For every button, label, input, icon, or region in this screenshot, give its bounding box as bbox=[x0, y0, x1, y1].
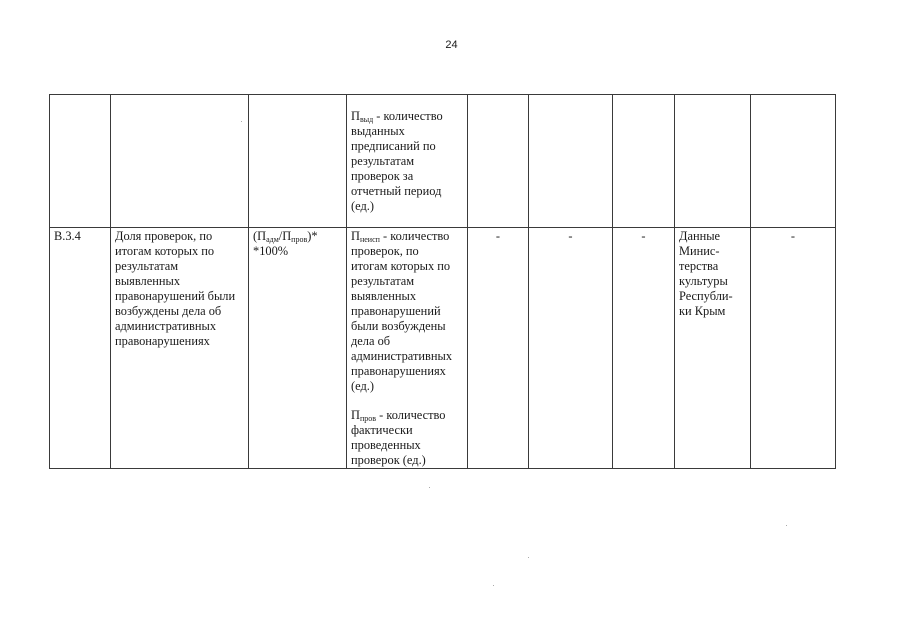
description-line: дела об bbox=[351, 334, 391, 348]
cell-value-1 bbox=[468, 95, 529, 228]
source-line: культуры bbox=[679, 274, 728, 288]
name-line: возбуждены дела об bbox=[115, 304, 222, 318]
description-line: отчетный период bbox=[351, 184, 442, 198]
description-line: были возбуждены bbox=[351, 319, 446, 333]
description-line: правонарушений bbox=[351, 304, 441, 318]
scan-speck bbox=[241, 121, 242, 122]
scan-speck bbox=[429, 487, 430, 488]
cell-name bbox=[111, 228, 249, 469]
cell-source bbox=[675, 95, 751, 228]
source-line: Республи- bbox=[679, 289, 733, 303]
cell-formula bbox=[249, 95, 347, 228]
table-row bbox=[50, 228, 836, 469]
table-row bbox=[50, 95, 836, 228]
description-line: правонарушениях bbox=[351, 364, 446, 378]
cell-value-4 bbox=[751, 95, 836, 228]
description-line: результатам bbox=[351, 154, 415, 168]
cell-value-3 bbox=[613, 95, 675, 228]
description-line: выявленных bbox=[351, 289, 417, 303]
description-line: предписаний по bbox=[351, 139, 436, 153]
scan-speck bbox=[786, 525, 787, 526]
cell-value-3: - bbox=[613, 228, 675, 469]
source-line: терства bbox=[679, 259, 719, 273]
cell-source bbox=[675, 228, 751, 469]
description-line: $П_{выд}$ - количество bbox=[351, 109, 443, 124]
description-line: проверок (ед.) bbox=[351, 453, 426, 467]
name-line: правонарушений были bbox=[115, 289, 236, 303]
description-line: (ед.) bbox=[351, 379, 374, 393]
cell-description bbox=[347, 228, 468, 469]
description-line: проверок, по bbox=[351, 244, 419, 258]
cell-value-2 bbox=[529, 95, 613, 228]
description-line: выданных bbox=[351, 124, 405, 138]
cell-description bbox=[347, 95, 468, 228]
name-line: Доля проверок, по bbox=[115, 229, 213, 243]
description-line: результатам bbox=[351, 274, 415, 288]
source-line: ки Крым bbox=[679, 304, 726, 318]
description-line: (ед.) bbox=[351, 199, 374, 213]
description-line: фактически bbox=[351, 423, 413, 437]
formula-line: *100% bbox=[253, 244, 289, 258]
cell-code bbox=[50, 95, 111, 228]
paragraph-gap bbox=[351, 394, 463, 408]
name-line: итогам которых по bbox=[115, 244, 215, 258]
name-line: результатам bbox=[115, 259, 179, 273]
cell-formula bbox=[249, 228, 347, 469]
description-line: $П_{неисп}$ - количество bbox=[351, 229, 450, 244]
scan-speck bbox=[528, 557, 529, 558]
name-line: правонарушениях bbox=[115, 334, 210, 348]
description-line: $П_{пров}$ - количество bbox=[351, 408, 446, 423]
description-line: проверок за bbox=[351, 169, 414, 183]
source-line: Минис- bbox=[679, 244, 720, 258]
cell-value-1: - bbox=[468, 228, 529, 469]
cell-value-4: - bbox=[751, 228, 836, 469]
source-line: Данные bbox=[679, 229, 721, 243]
cell-value-2: - bbox=[529, 228, 613, 469]
page-number: 24 bbox=[445, 39, 458, 51]
cell-code: В.3.4 bbox=[50, 228, 111, 469]
formula-line: $(П_{адм}/П_{пров})*$ bbox=[253, 229, 318, 244]
description-line: итогам которых по bbox=[351, 259, 451, 273]
description-line: административных bbox=[351, 349, 453, 363]
cell-name bbox=[111, 95, 249, 228]
description-line: проведенных bbox=[351, 438, 421, 452]
scan-speck bbox=[493, 585, 494, 586]
indicator-table bbox=[49, 94, 836, 469]
name-line: административных bbox=[115, 319, 217, 333]
name-line: выявленных bbox=[115, 274, 181, 288]
